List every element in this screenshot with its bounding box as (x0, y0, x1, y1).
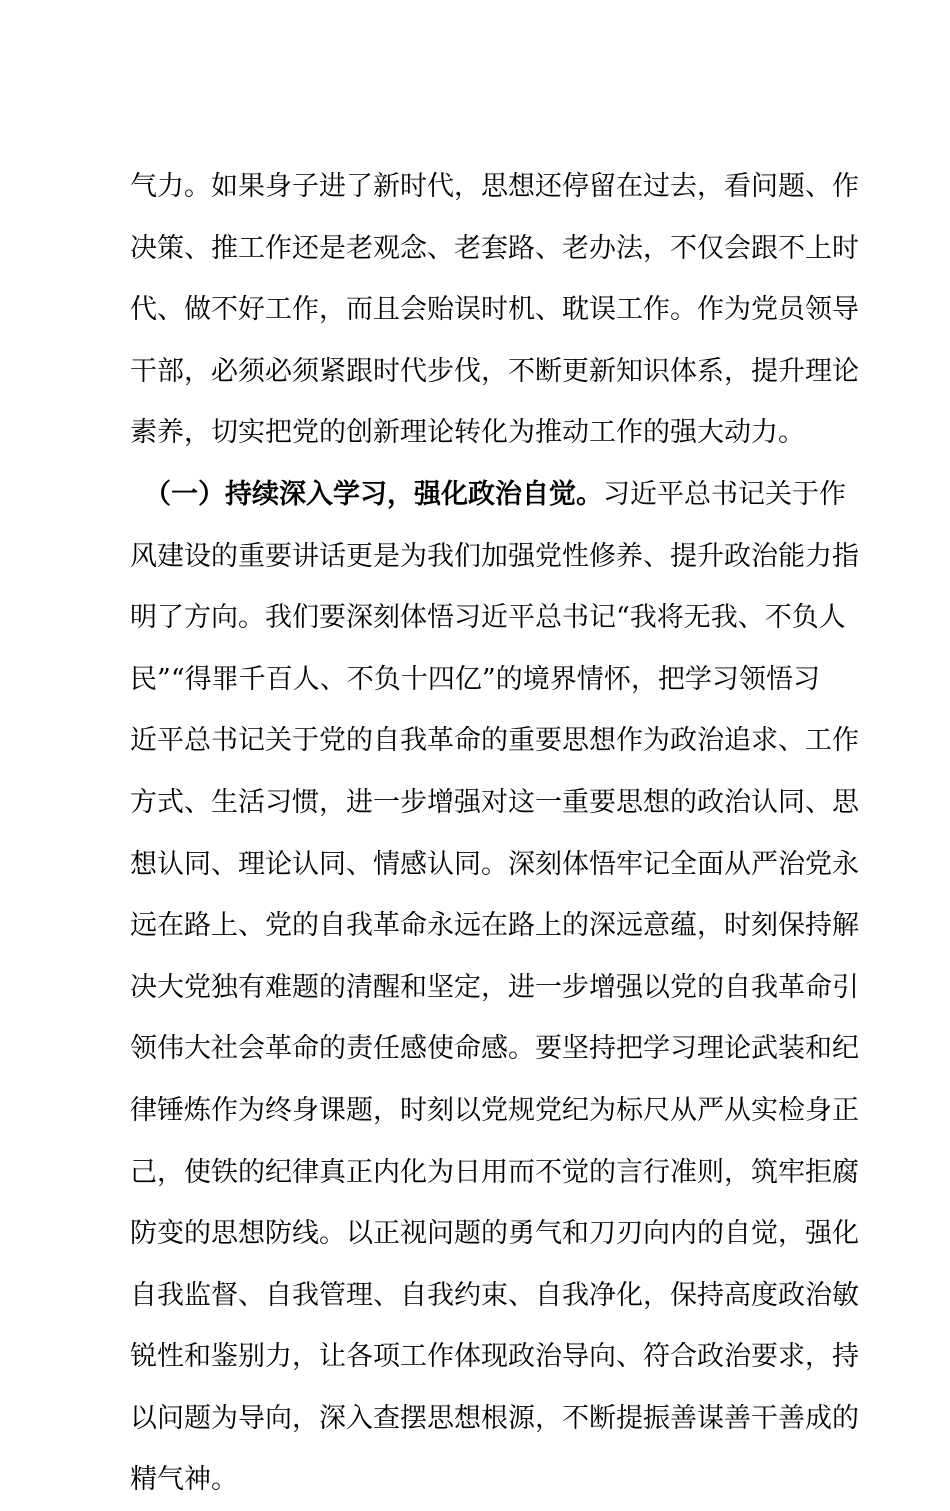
body-text (130, 156, 859, 1511)
text-line: 方式、生活习惯，进一步增强对这一重要思想的政治认同、思 (130, 786, 859, 818)
text-line: 民”“得罪千百人、不负十四亿”的境界情怀，把学习领悟习 (130, 663, 820, 695)
text-line: 风建设的重要讲话更是为我们加强党性修养、提升政治能力指 (130, 540, 859, 572)
text-line: 决大党独有难题的清醒和坚定，进一步增强以党的自我革命引 (130, 971, 859, 1003)
text-line: 决策、推工作还是老观念、老套路、老办法，不仅会跟不上时 (130, 232, 859, 264)
text-line: 锐性和鉴别力，让各项工作体现政治导向、符合政治要求，持 (130, 1341, 859, 1373)
text-line: 近平总书记关于党的自我革命的重要思想作为政治追求、工作 (130, 725, 859, 757)
text-line: 防变的思想防线。以正视问题的勇气和刀刃向内的自觉，强化 (130, 1218, 859, 1250)
text-line: 远在路上、党的自我革命永远在路上的深远意蕴，时刻保持解 (130, 910, 859, 942)
text-line: 代、做不好工作，而且会贻误时机、耽误工作。作为党员领导 (130, 294, 859, 326)
text-line: 己，使铁的纪律真正内化为日用而不觉的言行准则，筑牢拒腐 (130, 1156, 859, 1188)
text-line: 律锤炼作为终身课题，时刻以党规党纪为标尺从严从实检身正 (130, 1094, 859, 1126)
text-line: 想认同、理论认同、情感认同。深刻体悟牢记全面从严治党永 (130, 848, 859, 880)
text-line: 自我监督、自我管理、自我约束、自我净化，保持高度政治敏 (130, 1279, 859, 1311)
text-line: 明了方向。我们要深刻体悟习近平总书记“我将无我、不负人 (130, 602, 846, 634)
text-line: 素养，切实把党的创新理论转化为推动工作的强大动力。 (130, 417, 805, 449)
text-run: 习近平总书记关于作 (603, 478, 846, 510)
text-line: 气力。如果身子进了新时代，思想还停留在过去，看问题、作 (130, 171, 859, 202)
text-line: 精气神。 (130, 1464, 238, 1496)
text-line: 以问题为导向，深入查摆思想根源，不断提振善谋善干善成的 (130, 1402, 859, 1434)
paragraph (130, 156, 859, 464)
text-line: 领伟大社会革命的责任感使命感。要坚持把学习理论武装和纪 (130, 1033, 859, 1065)
text-line: 干部，必须必须紧跟时代步伐，不断更新知识体系，提升理论 (130, 355, 859, 387)
paragraph (130, 464, 859, 1511)
section-heading: （一）持续深入学习，强化政治自觉。 (144, 478, 603, 510)
text-line (130, 464, 846, 526)
